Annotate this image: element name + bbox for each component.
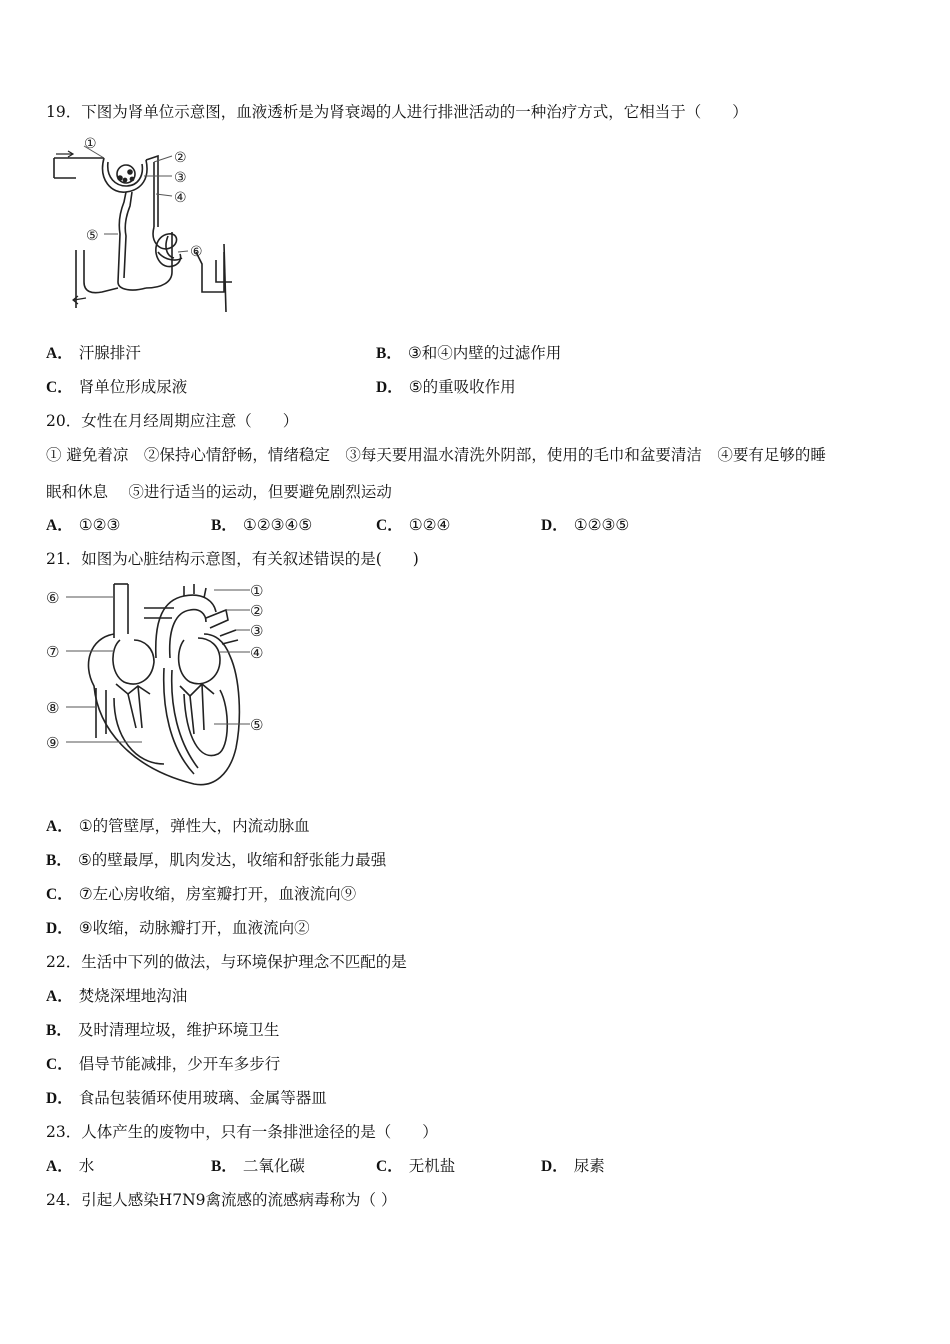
- heart-figure: [44, 578, 274, 790]
- q21-option-a-text: ①的管壁厚，弹性大，内流动脉血: [78, 817, 310, 835]
- q19-stem: 19．下图为肾单位示意图，血液透析是为肾衰竭的人进行排泄活动的一种治疗方式，它相当于（ ）: [46, 103, 748, 121]
- nephron-label-2: ②: [174, 150, 187, 166]
- q19-option-c-letter: C．: [46, 379, 73, 396]
- q21-option-a[interactable]: [46, 816, 310, 837]
- q23-option-b-letter: B．: [211, 1158, 237, 1175]
- q20-option-a[interactable]: [46, 515, 120, 536]
- q20-option-c-text: ①②④: [408, 516, 451, 534]
- q20-option-b[interactable]: [211, 515, 312, 536]
- q20-option-a-letter: A．: [46, 517, 73, 534]
- q22-option-b-letter: B．: [46, 1022, 72, 1039]
- q20-option-d[interactable]: [541, 515, 629, 536]
- q20-option-b-letter: B．: [211, 517, 237, 534]
- q22-option-a[interactable]: [46, 986, 187, 1007]
- q20-option-a-text: ①②③: [78, 516, 121, 534]
- q20-option-d-letter: D．: [541, 517, 568, 534]
- q21-option-c-letter: C．: [46, 886, 73, 903]
- q19-option-b-text: ③和④内壁的过滤作用: [407, 344, 562, 362]
- heart-label-8: ⑧: [46, 699, 60, 717]
- heart-label-1: ①: [250, 582, 264, 600]
- q22-stem: 22．生活中下列的做法，与环境保护理念不匹配的是: [46, 953, 407, 971]
- q22-option-c[interactable]: [46, 1054, 280, 1075]
- q19-option-d[interactable]: [376, 377, 516, 398]
- q22-option-b-text: 及时清理垃圾，维护环境卫生: [77, 1021, 280, 1039]
- q21-option-a-letter: A．: [46, 818, 73, 835]
- q21-option-b[interactable]: [46, 850, 386, 871]
- q23-option-a-text: 水: [78, 1157, 95, 1175]
- q23-option-d-text: 尿素: [573, 1157, 605, 1175]
- q24-stem: 24．引起人感染H7N9禽流感的流感病毒称为（ ）: [46, 1191, 397, 1209]
- q21-option-d-text: ⑨收缩，动脉瓣打开，血液流向②: [78, 919, 310, 937]
- q23-stem: 23．人体产生的废物中，只有一条排泄途径的是（ ）: [46, 1123, 438, 1141]
- q21-option-b-text: ⑤的壁最厚，肌肉发达，收缩和舒张能力最强: [77, 851, 387, 869]
- q21-option-c-text: ⑦左心房收缩，房室瓣打开，血液流向⑨: [78, 885, 357, 903]
- q22-option-a-letter: A．: [46, 988, 73, 1005]
- q22-option-d-text: 食品包装循环使用玻璃、金属等器皿: [78, 1089, 327, 1107]
- q19-option-c-text: 肾单位形成尿液: [78, 378, 188, 396]
- q22-option-a-text: 焚烧深埋地沟油: [78, 987, 188, 1005]
- q21-option-d[interactable]: [46, 918, 310, 939]
- q20-body-line-1: ① 避免着凉 ②保持心情舒畅，情绪稳定 ③每天要用温水清洗外阴部，使用的毛巾和盆要清洁 ④要有足够的睡: [46, 446, 826, 464]
- nephron-label-1: ①: [84, 136, 97, 152]
- q19-option-d-text: ⑤的重吸收作用: [408, 378, 516, 396]
- q23-option-a-letter: A．: [46, 1158, 73, 1175]
- q20-body-line-2: 眠和休息 ⑤进行适当的运动，但要避免剧烈运动: [46, 483, 392, 501]
- q22-option-b[interactable]: [46, 1020, 279, 1041]
- q22-option-d-letter: D．: [46, 1090, 73, 1107]
- heart-label-9: ⑨: [46, 734, 60, 752]
- q19-option-a[interactable]: [46, 343, 141, 364]
- heart-label-5: ⑤: [250, 716, 264, 734]
- nephron-label-4: ④: [174, 190, 187, 206]
- q23-option-d[interactable]: [541, 1156, 605, 1177]
- q20-stem: 20．女性在月经周期应注意（ ）: [46, 412, 299, 430]
- q23-option-c-text: 无机盐: [408, 1157, 456, 1175]
- q21-option-b-letter: B．: [46, 852, 72, 869]
- heart-label-2: ②: [250, 602, 264, 620]
- q23-option-a[interactable]: [46, 1156, 94, 1177]
- heart-label-7: ⑦: [46, 643, 60, 661]
- nephron-label-3: ③: [174, 170, 187, 186]
- heart-label-3: ③: [250, 622, 264, 640]
- nephron-label-5: ⑤: [86, 228, 99, 244]
- q23-option-c[interactable]: [376, 1156, 455, 1177]
- q19-option-c[interactable]: [46, 377, 187, 398]
- q21-option-d-letter: D．: [46, 920, 73, 937]
- heart-label-6: ⑥: [46, 589, 60, 607]
- q22-option-c-letter: C．: [46, 1056, 73, 1073]
- q23-option-b-text: 二氧化碳: [242, 1157, 305, 1175]
- q23-option-b[interactable]: [211, 1156, 305, 1177]
- q19-option-b[interactable]: [376, 343, 561, 364]
- q21-option-c[interactable]: [46, 884, 356, 905]
- q19-option-a-text: 汗腺排汗: [78, 344, 141, 362]
- q21-stem: 21．如图为心脏结构示意图，有关叙述错误的是( ): [46, 550, 419, 568]
- q20-option-d-text: ①②③⑤: [573, 516, 630, 534]
- nephron-figure: [46, 132, 236, 314]
- q20-option-c-letter: C．: [376, 517, 403, 534]
- heart-label-4: ④: [250, 644, 264, 662]
- q22-option-d[interactable]: [46, 1088, 327, 1109]
- q23-option-c-letter: C．: [376, 1158, 403, 1175]
- q19-option-b-letter: B．: [376, 345, 402, 362]
- q19-option-d-letter: D．: [376, 379, 403, 396]
- q19-option-a-letter: A．: [46, 345, 73, 362]
- q22-option-c-text: 倡导节能减排，少开车多步行: [78, 1055, 281, 1073]
- q23-option-d-letter: D．: [541, 1158, 568, 1175]
- q20-option-b-text: ①②③④⑤: [242, 516, 313, 534]
- q20-option-c[interactable]: [376, 515, 450, 536]
- nephron-label-6: ⑥: [190, 244, 203, 260]
